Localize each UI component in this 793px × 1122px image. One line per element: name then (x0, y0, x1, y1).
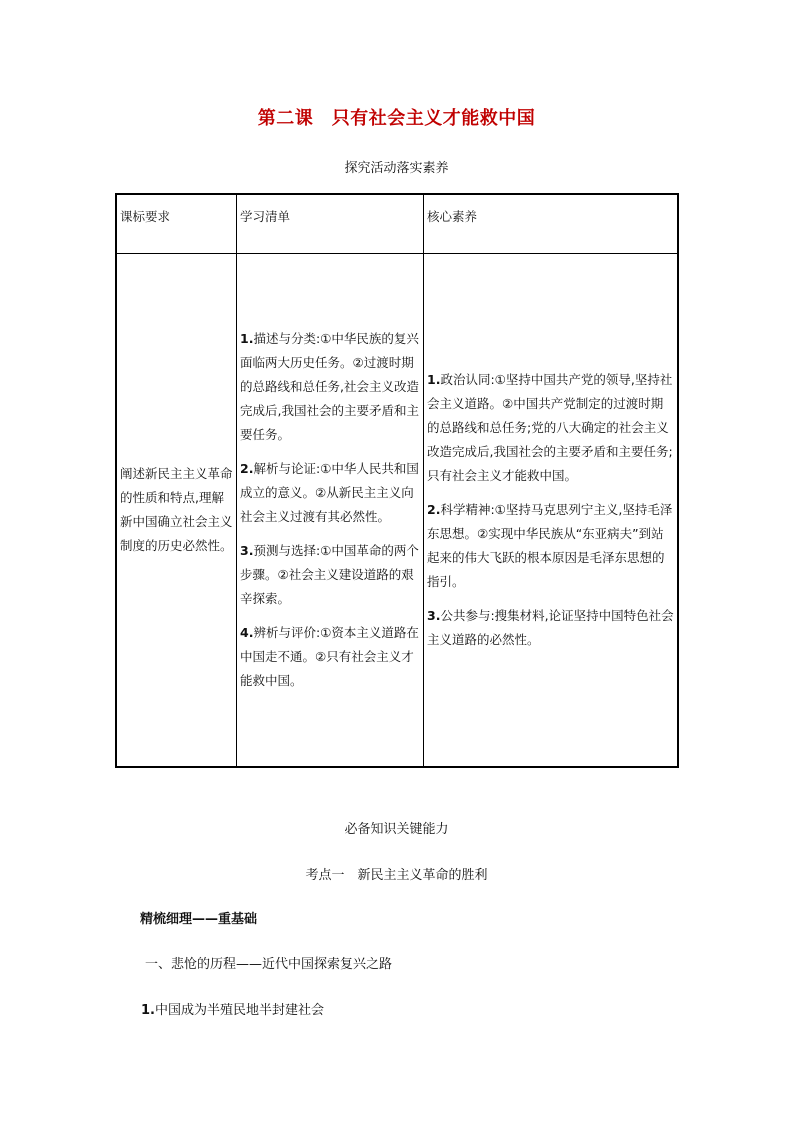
header-requirement: 课标要求 (116, 194, 237, 254)
requirement-cell (116, 254, 237, 768)
literacy-cell (424, 254, 679, 768)
requirement-text: 阐述新民主主义革命的性质和特点,理解新中国确立社会主义制度的历史必然性。 (120, 466, 233, 553)
study-item: 4.辨析与评价:①资本主义道路在中国走不通。②只有社会主义才能救中国。 (240, 625, 419, 688)
section-subtitle: 探究活动落实素养 (344, 161, 449, 176)
page-title: 第二课 只有社会主义才能救中国 (257, 108, 536, 129)
point-heading: 1.中国成为半殖民地半封建社会 (141, 1003, 324, 1018)
header-core-literacy: 核心素养 (424, 194, 679, 254)
curriculum-table (115, 193, 679, 768)
literacy-item: 1.政治认同:①坚持中国共产党的领导,坚持社会主义道路。②中国共产党制定的过渡时期的总路线和总任务;党的八大确定的社会主义改造完成后,我国社会的主要矛盾和主要任务;只有社会主义才能救中国。 (427, 372, 673, 483)
study-list-cell (237, 254, 424, 768)
subheading: 精梳细理——重基础 (140, 912, 258, 927)
part-heading: 一、悲怆的历程——近代中国探索复兴之路 (145, 957, 393, 972)
literacy-item: 2.科学精神:①坚持马克思列宁主义,坚持毛泽东思想。②实现中华民族从“东亚病夫”到站起来的伟大飞跃的根本原因是毛泽东思想的指引。 (427, 502, 673, 589)
section-title: 必备知识关键能力 (344, 822, 449, 837)
table-body-row (116, 254, 678, 768)
literacy-item: 3.公共参与:搜集材料,论证坚持中国特色社会主义道路的必然性。 (427, 608, 674, 647)
study-item: 3.预测与选择:①中国革命的两个步骤。②社会主义建设道路的艰辛探索。 (240, 543, 419, 606)
table-header-row (116, 194, 678, 254)
kaodian-heading: 考点一 新民主主义革命的胜利 (305, 868, 488, 883)
study-item: 2.解析与论证:①中华人民共和国成立的意义。②从新民主主义向社会主义过渡有其必然性。 (240, 461, 419, 524)
header-study-list: 学习清单 (237, 194, 424, 254)
study-item: 1.描述与分类:①中华民族的复兴面临两大历史任务。②过渡时期的总路线和总任务,社会主义改造完成后,我国社会的主要矛盾和主要任务。 (240, 331, 419, 442)
